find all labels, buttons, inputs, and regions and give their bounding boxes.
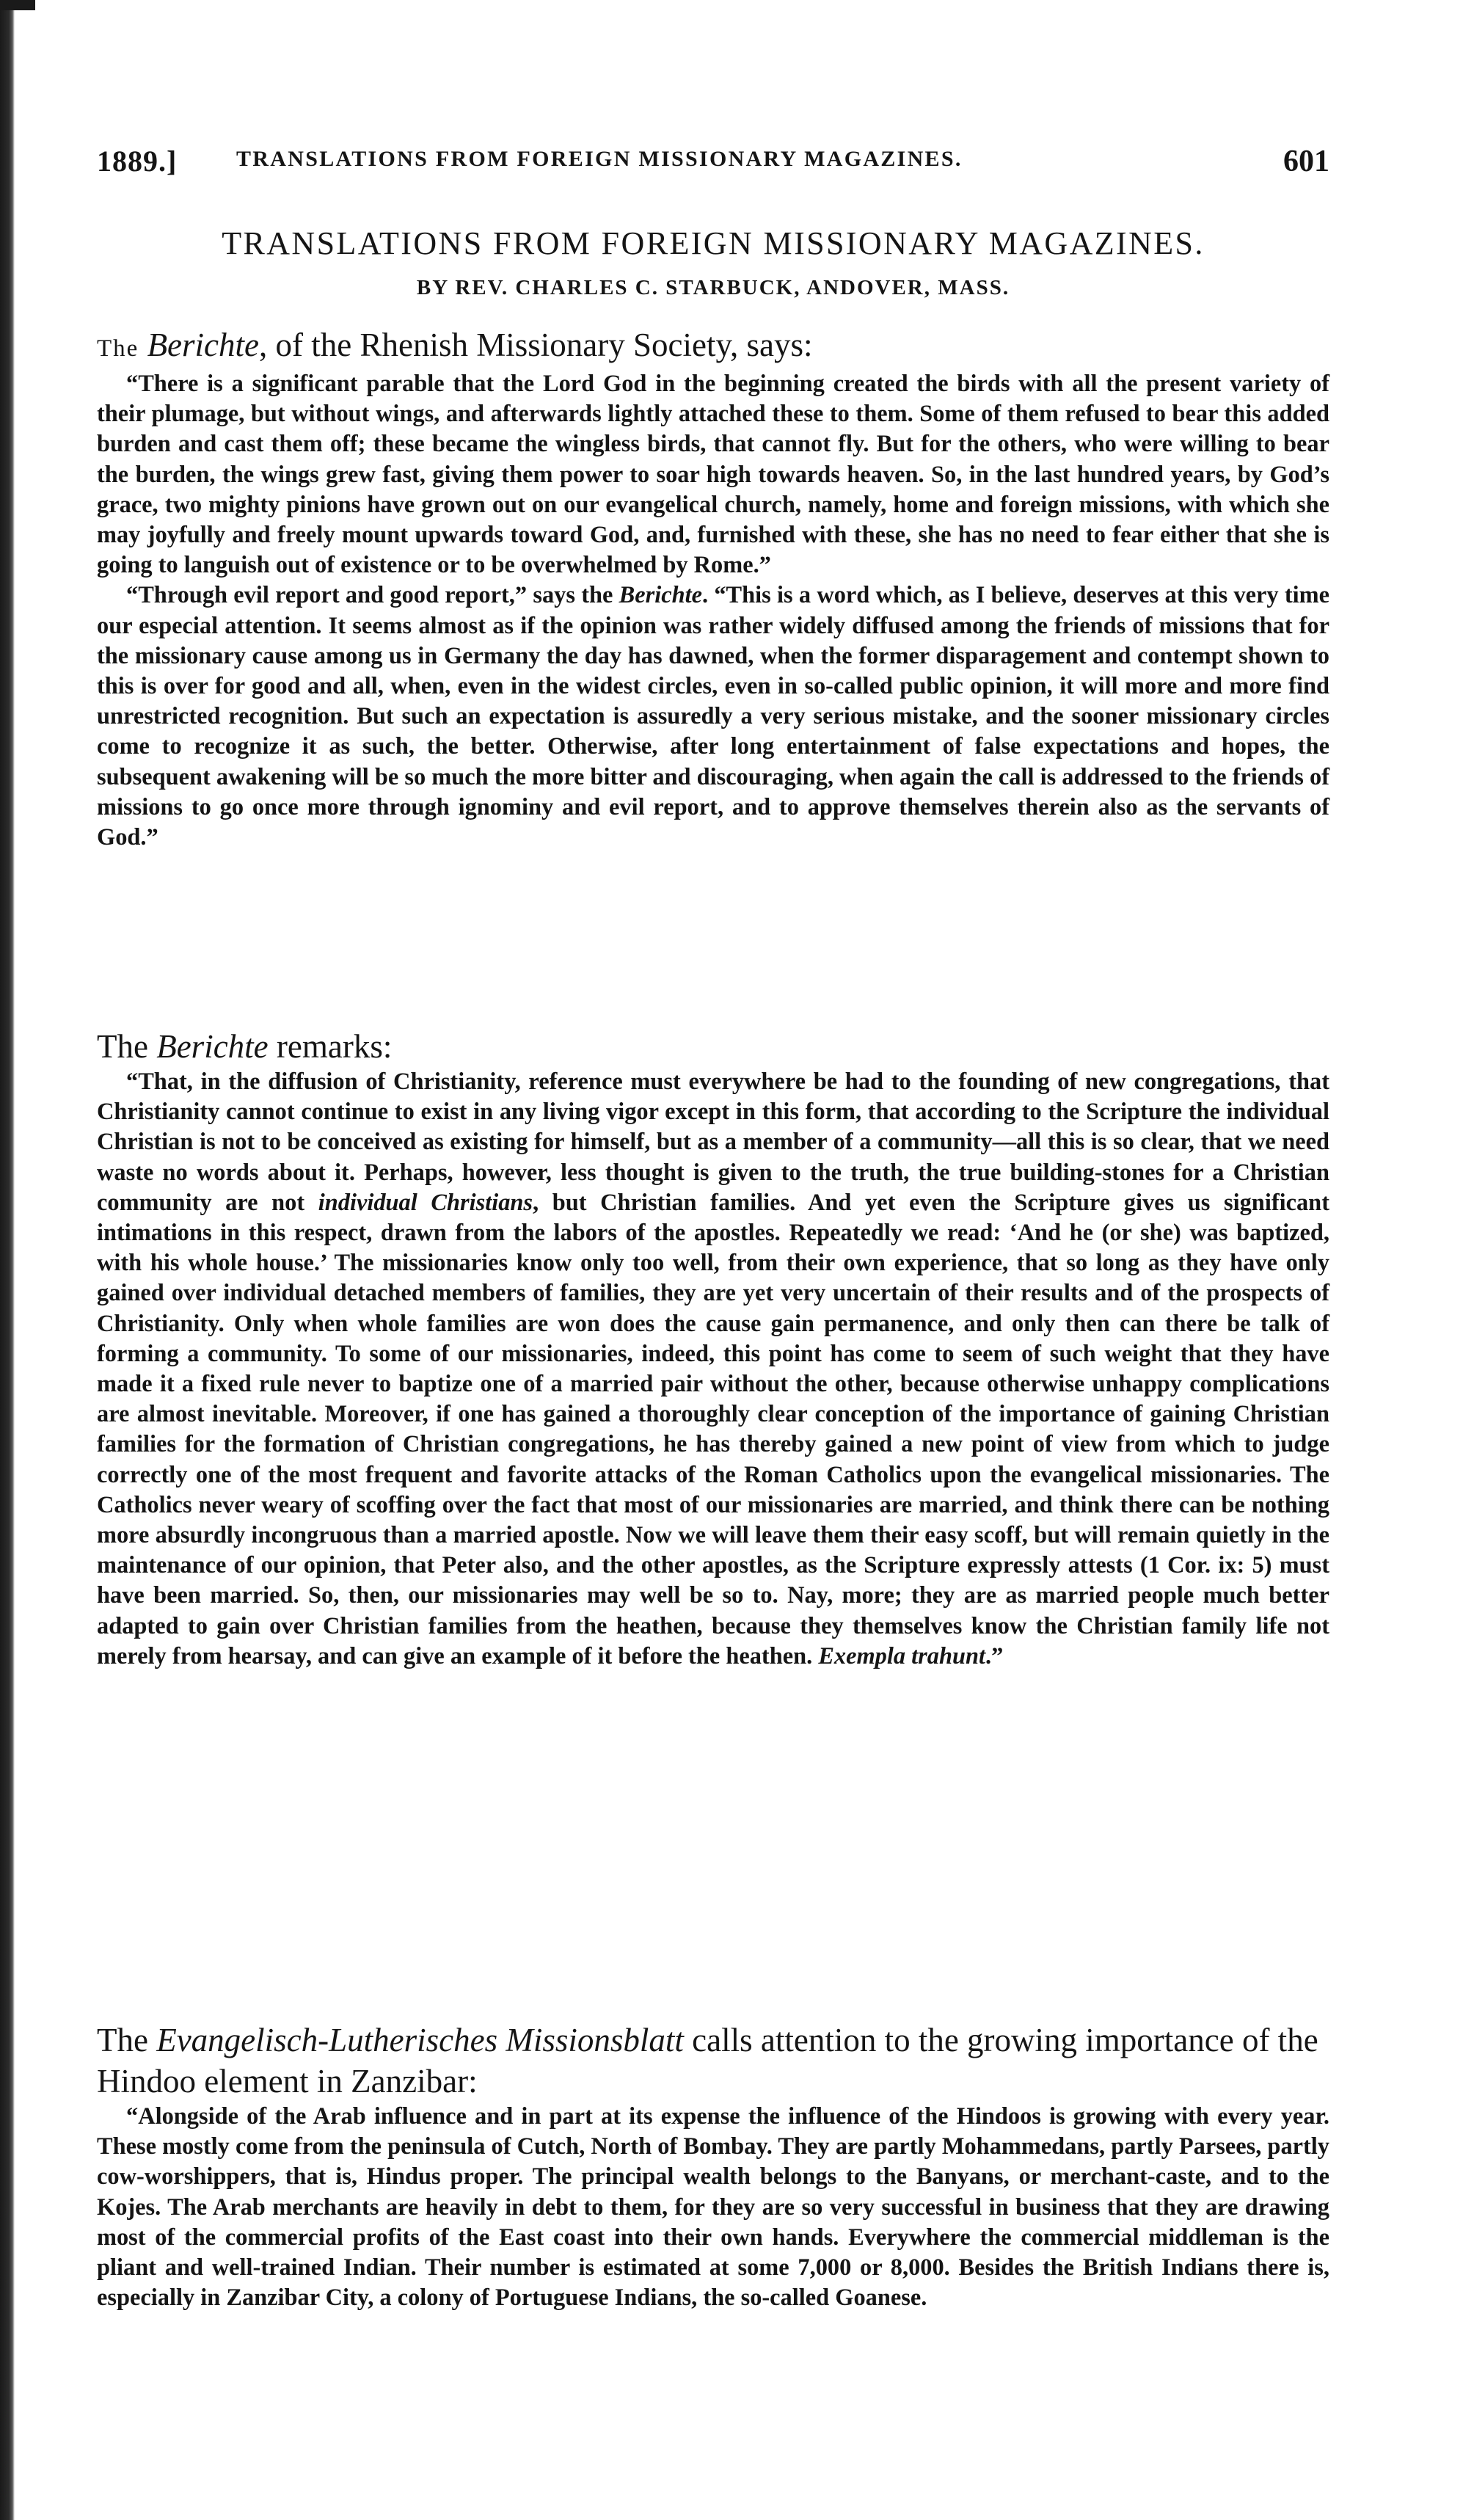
lead-source-title: Berichte xyxy=(156,1028,269,1065)
emphasis: individual Christians xyxy=(318,1189,533,1216)
section-berichte-rhenish xyxy=(97,324,1329,853)
lead-article: The xyxy=(97,335,139,362)
section-lead xyxy=(97,324,1329,369)
scan-corner-mark xyxy=(0,0,35,10)
lead-rest: calls attention to the growing importance of the Hindoo element in Zanzibar: xyxy=(97,2022,1318,2100)
latin-phrase: Exempla trahunt xyxy=(818,1642,986,1669)
lead-source-title: Evangelisch-Lutherisches Missionsblatt xyxy=(156,2022,684,2058)
article-byline: BY REV. CHARLES C. STARBUCK, ANDOVER, MASS. xyxy=(416,276,1010,299)
text-run: .” xyxy=(985,1642,1004,1669)
lead-source-title: Berichte xyxy=(147,327,259,363)
section-lead xyxy=(97,2020,1329,2102)
lead-article: The xyxy=(97,1028,148,1065)
lead-rest: , of the Rhenish Missionary Society, says: xyxy=(259,327,813,363)
text-run: . “This is a word which, as I believe, deserves at this very time our especial attention. It seems almost as if the opinion was rather widely diffused among the friends of missions that for the missionary cause among us in Germany the day has dawned, when the former disparagement and contempt shown to this is over for good and all, when, even in the widest circles, even in so-called public opinion, it will more and more find unrestricted recognition. But such an expectation is assuredly a very serious mistake, and the sooner missionary circles come to recognize it as such, the better. Otherwise, after long entertainment of false expectations and hopes, the subsequent awakening will be so much the more bitter and discouraging, when again the call is addressed to the friends of missions to go once more through ignominy and evil report, and to approve themselves therein also as the servants of God.” xyxy=(97,582,1329,851)
running-head-title: TRANSLATIONS FROM FOREIGN MISSIONARY MAGAZINES. xyxy=(236,147,963,171)
page-number: 601 xyxy=(1283,145,1329,178)
text-run: “Through evil report and good report,” says the xyxy=(126,582,613,609)
quote-paragraph xyxy=(97,580,1329,853)
source-title: Berichte xyxy=(619,582,702,609)
text-run: , but Christian families. And yet even the Scripture gives us significant intimations in this respect, drawn from the labors of the apostles. Repeatedly we read: ‘And he (or she) was baptized, with his whole house.’ The missionaries know only too well, from their own experience, that so long as they have only gained over individual detached members of families, they are yet very uncertain of their results and of the prospects of Christianity. Only when whole families are won does the cause gain permanence, and only then can there be talk of forming a community. To some of our missionaries, indeed, this point has come to seem of such weight that they have made it a fixed rule never to baptize one of a married pair without the other, because otherwise unhappy complications are almost inevitable. Moreover, if one has gained a thoroughly clear conception of the importance of gaining Christian families for the formation of Christian congregations, he has thereby gained a new point of view from which to judge correctly one of the most frequent and favorite attacks of the Roman Catholics upon the evangelical missionaries. The Catholics never weary of scoffing over the fact that most of our missionaries are married, and think there can be nothing more absurdly incongruous than a married apostle. Now we will leave them their easy scoff, but will remain quietly in the maintenance of our opinion, that Peter also, and the other apostles, as the Scripture expressly attests (1 Cor. ix: 5) must have been married. So, then, our missionaries may well be so to. Nay, more; they are as married people much better adapted to gain over Christian families from the heathen, because they themselves know the Christian family life not merely from hearsay, and can give an example of it before the heathen. xyxy=(97,1189,1329,1669)
scan-binding-edge xyxy=(0,0,15,2520)
text-run: “That, in the diffusion of Christianity, reference must everywhere be had to the founding of new congregations, that Christianity cannot continue to exist in any living vigor except in this form, that according to the Scripture the individual Christian is not to be conceived as existing for himself, but as a member of a community—all this is so clear, that we need waste no words about it. Perhaps, however, less thought is given to the truth, the true building-stones for a Christian community are not xyxy=(97,1068,1329,1216)
lead-rest: remarks: xyxy=(276,1028,393,1065)
section-missionsblatt-zanzibar xyxy=(97,2020,1329,2313)
section-berichte-remarks xyxy=(97,1026,1329,1672)
section-lead xyxy=(97,1026,1329,1067)
article-title: TRANSLATIONS FROM FOREIGN MISSIONARY MAGAZINES. xyxy=(222,225,1205,261)
running-head-year: 1889.] xyxy=(97,145,178,178)
quote-paragraph: “Alongside of the Arab influence and in part at its expense the influence of the Hindoos is growing with every year. These mostly come from the peninsula of Cutch, North of Bombay. They are partly Mohammedans, partly Parsees, partly cow-worshippers, that is, Hindus proper. The principal wealth belongs to the Banyans, or merchant-caste, and to the Kojes. The Arab merchants are heavily in debt to them, for they are so very successful in business that they are drawing most of the commercial profits of the East coast into their own hands. Everywhere the commercial middleman is the pliant and well-trained Indian. Their number is estimated at some 7,000 or 8,000. Besides the British Indians there is, especially in Zanzibar City, a colony of Portuguese Indians, the so-called Goanese. xyxy=(97,2103,1329,2312)
running-head xyxy=(97,144,1329,181)
quote-paragraph: “There is a significant parable that the Lord God in the beginning created the birds with all the present variety of their plumage, but without wings, and afterwards lightly attached these to them. Some of them refused to bear this added burden and cast them off; these became the wingless birds, that cannot fly. But for the others, who were willing to bear the burden, the wings grew fast, giving them power to soar high towards heaven. So, in the last hundred years, by God’s grace, two mighty pinions have grown out on our evangelical church, namely, home and foreign missions, with which she may joyfully and freely mount upwards toward God, and, furnished with these, she has no need to fear either that she is going to languish out of existence or to be overwhelmed by Rome.” xyxy=(97,371,1329,579)
lead-article: The xyxy=(97,2022,148,2058)
quote-paragraph xyxy=(97,1067,1329,1672)
